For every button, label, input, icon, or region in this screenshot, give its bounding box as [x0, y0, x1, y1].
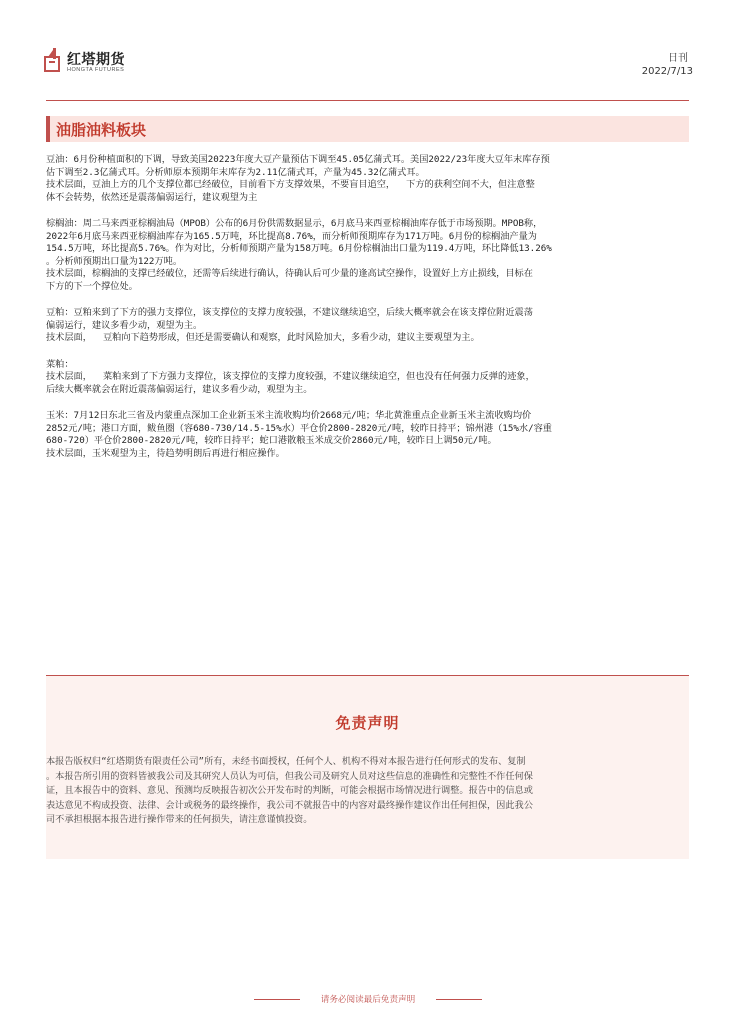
paragraph-line: 豆油：6月份种植面积的下调，导致美国20223年度大豆产量预估下调至45.05亿蒲式耳。美国2022/23年度大豆年末库存预: [46, 154, 550, 165]
disclaimer-line: 本报告版权归“红塔期货有限责任公司”所有，未经书面授权，任何个人、机构不得对本报告进行任何形式的发布、复制: [46, 756, 526, 767]
disclaimer-line: 。本报告所引用的资料皆被我公司及其研究人员认为可信，但我公司及研究人员对这些信息的准确性和完整性不作任何保: [46, 770, 533, 782]
paragraph-line: 菜粕：: [46, 358, 74, 370]
paragraph-line: 棕榈油：周二马来西亚棕榈油局（MPOB）公布的6月份供需数据显示，6月底马来西亚棕榈油库存低于市场预期。MPOB称，: [46, 218, 543, 229]
paragraph-line: 技术层面，棕榈油的支撑已经破位，还需等后续进行确认，待确认后可少量的逢高试空操作，设置好上方止损线，目标在: [46, 268, 533, 279]
paragraph-line: 154.5万吨，环比提高5.76%。作为对比，分析师预期产量为158万吨。6月份棕榈油出口量为119.4万吨，环比降低13.26%: [46, 243, 552, 254]
report-body: [46, 154, 691, 474]
paragraph-line: 技术层面， 菜粕来到了下方强力支撑位，该支撑位的支撑力度较强，不建议继续追空，但也没有任何强力反弹的迹象，: [46, 371, 535, 382]
report-paragraph: [46, 410, 691, 460]
report-paragraph: [46, 154, 691, 204]
paragraph-line: 2852元/吨；港口方面，鲅鱼圈（容680-730/14.5-15%水）平仓价2800-2820元/吨，较昨日持平；锦州港（15%水/容重: [46, 422, 552, 434]
disclaimer-line: 证，且本报告中的资料、意见、预测均反映报告初次公开发布时的判断，可能会根据市场情况进行调整。报告中的信息或: [46, 785, 533, 796]
paragraph-line: 豆粕：豆粕来到了下方的强力支撑位，该支撑位的支撑力度较强，不建议继续追空，后续大概率就会在该支撑位附近震荡: [46, 307, 533, 318]
tower-logo-icon: [44, 46, 64, 72]
paragraph-line: 偏弱运行，建议多看少动，观望为主。: [46, 319, 203, 331]
paragraph-line: 玉米：7月12日东北三省及内蒙重点深加工企业新玉米主流收购均价2668元/吨；华北黄淮重点企业新玉米主流收购均价: [46, 410, 532, 421]
page-header: [0, 0, 738, 100]
disclaimer-line: 表达意见不构成投资、法律、会计或税务的最终操作，我公司不就报告中的内容对最终操作建议作出任何担保，因此我公: [46, 799, 533, 811]
document-date: 2022/7/13: [641, 66, 693, 77]
report-paragraph: [46, 307, 691, 345]
disclaimer-title: 免责声明: [335, 714, 400, 732]
paragraph-line: 技术层面， 豆粕向下趋势形成，但还是需要确认和观察，此时风险加大，多看少动，建议主要观望为主。: [46, 332, 480, 343]
paragraph-line: 估下调至2.3亿蒲式耳。分析师原本预期年末库存为2.11亿蒲式耳，产量为45.32亿蒲式耳。: [46, 166, 425, 178]
brand-name-en: HONGTA FUTURES: [67, 67, 125, 73]
brand-name-cn: 红塔期货: [67, 52, 125, 68]
disclaimer-panel: [46, 676, 689, 859]
paragraph-line: 技术层面，玉米观望为主，待趋势明朗后再进行相应操作。: [46, 447, 285, 459]
paragraph-line: 体不会转势，依然还是震荡偏弱运行，建议观望为主: [46, 191, 258, 203]
paragraph-line: 。分析师预期出口量为122万吨。: [46, 255, 183, 267]
disclaimer-text: [46, 755, 689, 828]
report-paragraph: [46, 359, 691, 397]
disclaimer-line: 司不承担根据本报告进行操作带来的任何损失，请注意谨慎投资。: [46, 814, 313, 825]
company-logo: [44, 45, 164, 77]
paragraph-line: 2022年6月底马来西亚棕榈油库存为165.5万吨，环比提高8.76%，而分析师预期库存为171万吨。6月份的棕榈油产量为: [46, 230, 537, 242]
page-footer: [0, 993, 738, 1007]
document-type: 日刊: [668, 53, 688, 64]
header-divider: [46, 100, 689, 101]
footer-rule-left: [254, 999, 300, 1000]
paragraph-line: 技术层面，豆油上方的几个支撑位都已经破位，目前看下方支撑效果，不要盲目追空， 下方的获利空间不大，但注意整: [46, 179, 535, 190]
report-paragraph: [46, 218, 691, 293]
section-heading-text: 油脂油料板块: [56, 121, 147, 139]
paragraph-line: 后续大概率就会在附近震荡偏弱运行，建议多看少动，观望为主。: [46, 383, 313, 395]
footer-note: 请务必阅读最后免责声明: [320, 995, 416, 1005]
section-heading-accent: [46, 116, 50, 142]
footer-rule-right: [436, 999, 482, 1000]
paragraph-line: 680-720）平仓价2800-2820元/吨，较昨日持平；蛇口港散粮玉米成交价2860元/吨，较昨日上调50元/吨。: [46, 435, 497, 446]
section-heading: [46, 116, 689, 142]
paragraph-line: 下方的下一个撑位处。: [46, 280, 138, 292]
